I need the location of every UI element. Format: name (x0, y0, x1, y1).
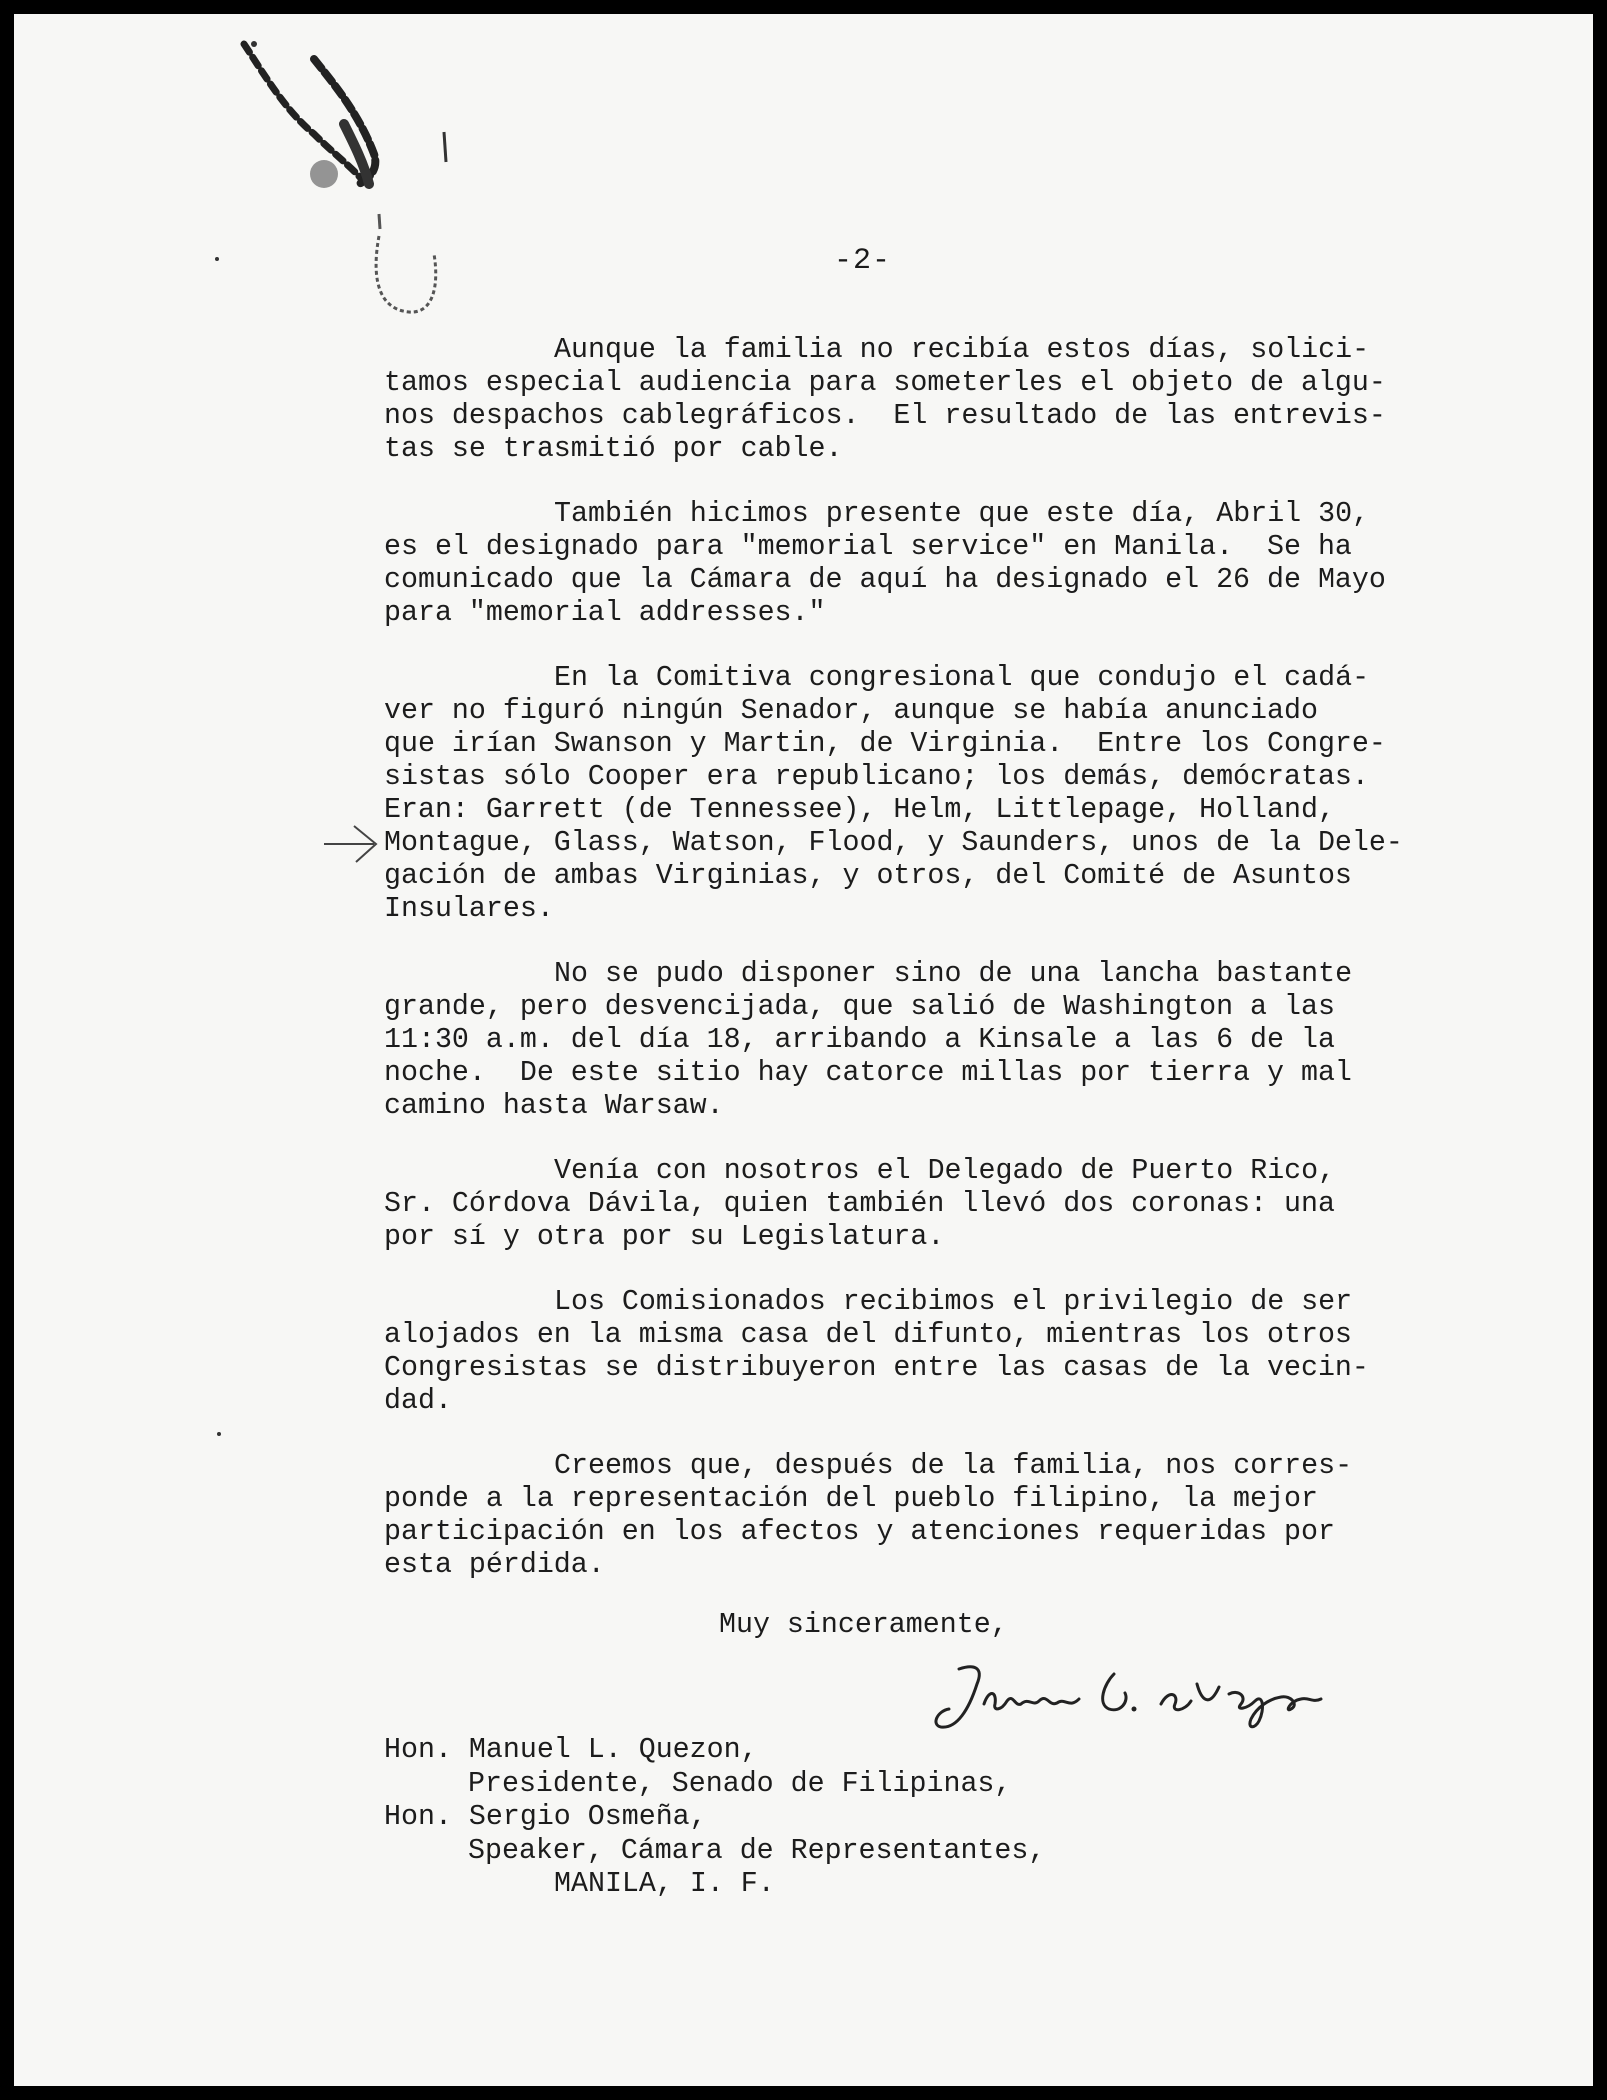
addressee-line: MANILA, I. F. (554, 1868, 775, 1900)
text-line: ver no figuró ningún Senador, aunque se había anunciado (384, 695, 1318, 727)
text-line: También hicimos presente que este día, Abril 30, (554, 498, 1370, 530)
paragraph-4 (384, 958, 1374, 1123)
text-line: camino hasta Warsaw. (384, 1090, 724, 1122)
dust-dot-1 (215, 257, 219, 261)
letter-body (384, 334, 1403, 1614)
text-line: Venía con nosotros el Delegado de Puerto Rico, (554, 1155, 1336, 1187)
ink-stroke-1 (244, 44, 364, 182)
ink-hook (376, 236, 436, 312)
paragraph-2 (384, 498, 1386, 630)
text-line: sistas sólo Cooper era republicano; los demás, demócratas. (384, 761, 1369, 793)
text-line: Creemos que, después de la familia, nos corres- (554, 1450, 1353, 1482)
page-number: -2- (834, 244, 892, 278)
text-line: nos despachos cablegráficos. El resultado de las entrevis- (384, 400, 1386, 432)
text-line: participación en los afectos y atenciones requeridas por (384, 1516, 1335, 1548)
addressee-line: Presidente, Senado de Filipinas, (468, 1767, 1012, 1800)
text-line: No se pudo disponer sino de una lancha bastante (554, 958, 1353, 990)
text-line: Sr. Córdova Dávila, quien también llevó dos coronas: una (384, 1188, 1335, 1220)
text-line: Los Comisionados recibimos el privilegio de ser (554, 1286, 1353, 1318)
text-line: Montague, Glass, Watson, Flood, y Saunders, unos de la Dele- (384, 827, 1403, 859)
paragraph-3 (384, 662, 1403, 926)
text-line: tamos especial audiencia para someterles el objeto de algu- (384, 367, 1386, 399)
handwritten-signature (929, 1649, 1359, 1739)
dust-dot-2 (251, 41, 257, 47)
text-line: noche. De este sitio hay catorce millas por tierra y mal (384, 1057, 1352, 1089)
paragraph-1 (384, 334, 1386, 466)
text-line: 11:30 a.m. del día 18, arribando a Kinsale a las 6 de la (384, 1024, 1335, 1056)
text-line: es el designado para "memorial service" en Manila. Se ha (384, 531, 1352, 563)
text-line: comunicado que la Cámara de aquí ha designado el 26 de Mayo (384, 564, 1386, 596)
paragraph-6 (384, 1286, 1374, 1418)
ink-blot (310, 160, 338, 188)
ink-stroke-short (379, 214, 380, 229)
text-line: Insulares. (384, 893, 554, 925)
text-line: grande, pero desvencijada, que salió de Washington a las (384, 991, 1335, 1023)
text-line: gación de ambas Virginias, y otros, del Comité de Asuntos (384, 860, 1352, 892)
text-line: Aunque la familia no recibía estos días, solici- (554, 334, 1370, 366)
text-line: alojados en la misma casa del difunto, mientras los otros (384, 1319, 1352, 1351)
text-line: para "memorial addresses." (384, 597, 826, 629)
text-line: que irían Swanson y Martin, de Virginia. Entre los Congre- (384, 728, 1386, 760)
margin-arrow-mark (314, 814, 394, 874)
addressee-line: Hon. Sergio Osmeña, (384, 1801, 707, 1833)
closing-salutation: Muy sinceramente, (719, 1609, 1008, 1641)
text-line: dad. (384, 1385, 452, 1417)
text-line: Congresistas se distribuyeron entre las casas de la vecin- (384, 1352, 1369, 1384)
text-line: por sí y otra por su Legislatura. (384, 1221, 945, 1253)
dust-dot-3 (214, 1429, 224, 1439)
addressee-line: Speaker, Cámara de Representantes, (468, 1834, 1046, 1867)
text-line: ponde a la representación del pueblo filipino, la mejor (384, 1483, 1318, 1515)
paragraph-5 (384, 1155, 1374, 1254)
addressee-line: Hon. Manuel L. Quezon, (384, 1734, 758, 1766)
text-line: En la Comitiva congresional que condujo el cadá- (554, 662, 1370, 694)
text-line: tas se trasmitió por cable. (384, 433, 843, 465)
addressee-block (384, 1734, 1045, 1902)
letter-page (14, 14, 1593, 2086)
text-line: esta pérdida. (384, 1549, 605, 1581)
text-line: Eran: Garrett (de Tennessee), Helm, Littlepage, Holland, (384, 794, 1335, 826)
handwritten-marks (14, 14, 514, 334)
paragraph-7 (384, 1450, 1374, 1582)
ink-tick (444, 132, 446, 162)
